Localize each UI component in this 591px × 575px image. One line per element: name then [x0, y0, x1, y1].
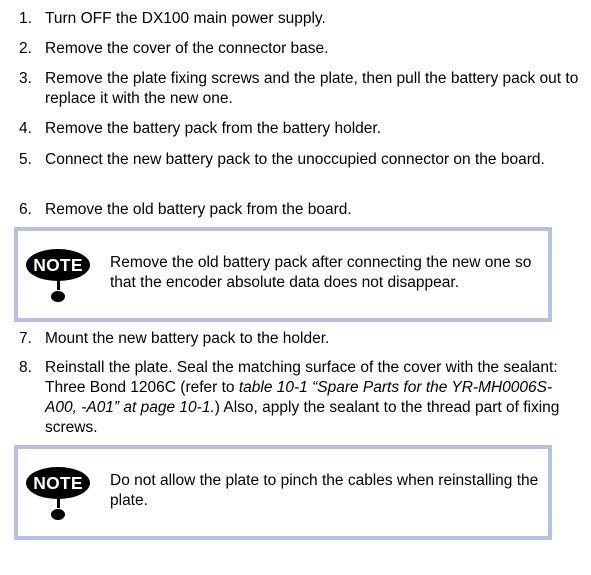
step-number: 2.: [19, 40, 32, 57]
step-item-2: [19, 39, 579, 59]
step-text: Remove the battery pack from the battery holder.: [45, 120, 382, 137]
step-item-8: [19, 358, 579, 438]
step-text: [45, 358, 579, 438]
step-number: 7.: [19, 330, 32, 347]
note-icon-stem: [57, 497, 60, 508]
step-item-6: [19, 200, 579, 220]
note-icon-dot: [51, 291, 65, 302]
step-number: 3.: [19, 70, 32, 87]
note-icon-label: NOTE: [26, 249, 90, 281]
note-text: Do not allow the plate to pinch the cables when reinstalling the plate.: [110, 472, 539, 509]
step-text: Remove the cover of the connector base.: [45, 40, 329, 57]
note-icon-stem: [57, 279, 60, 290]
step-number: 6.: [19, 201, 32, 218]
step-text-part: ) Also, apply the sealant to the thread part of fixing screws.: [45, 399, 560, 436]
note-box-1: [14, 227, 552, 322]
step-text: Remove the plate fixing screws and the plate, then pull the battery pack out to replace it with the new one.: [45, 70, 579, 107]
step-text: Remove the old battery pack from the board.: [45, 201, 352, 218]
step-item-4: [19, 119, 579, 139]
step-item-5: [19, 150, 579, 170]
step-text-part: Reinstall the plate. Seal the matching surface of the cover with the sealant: Three Bond 1206C (refer to: [45, 359, 558, 396]
step-text: Turn OFF the DX100 main power supply.: [45, 10, 326, 27]
note-icon-dot: [51, 509, 65, 520]
step-number: 8.: [19, 359, 32, 376]
note-icon: [26, 249, 90, 307]
step-item-7: [19, 329, 579, 349]
note-box-2: [14, 445, 552, 540]
table-reference: table 10-1 “Spare Parts for the YR-MH0006S-A00, -A01” at page 10-1.: [45, 379, 553, 416]
step-text: Mount the new battery pack to the holder.: [45, 330, 330, 347]
step-number: 5.: [19, 151, 32, 168]
step-item-3: [19, 69, 579, 109]
step-text: Connect the new battery pack to the unoccupied connector on the board.: [45, 151, 545, 168]
step-number: 1.: [19, 10, 32, 27]
step-number: 4.: [19, 120, 32, 137]
note-icon: [26, 467, 90, 525]
note-text: Remove the old battery pack after connecting the new one so that the encoder absolute data does not disappear.: [110, 254, 532, 291]
note-icon-label: NOTE: [26, 467, 90, 499]
step-item-1: [19, 9, 579, 29]
